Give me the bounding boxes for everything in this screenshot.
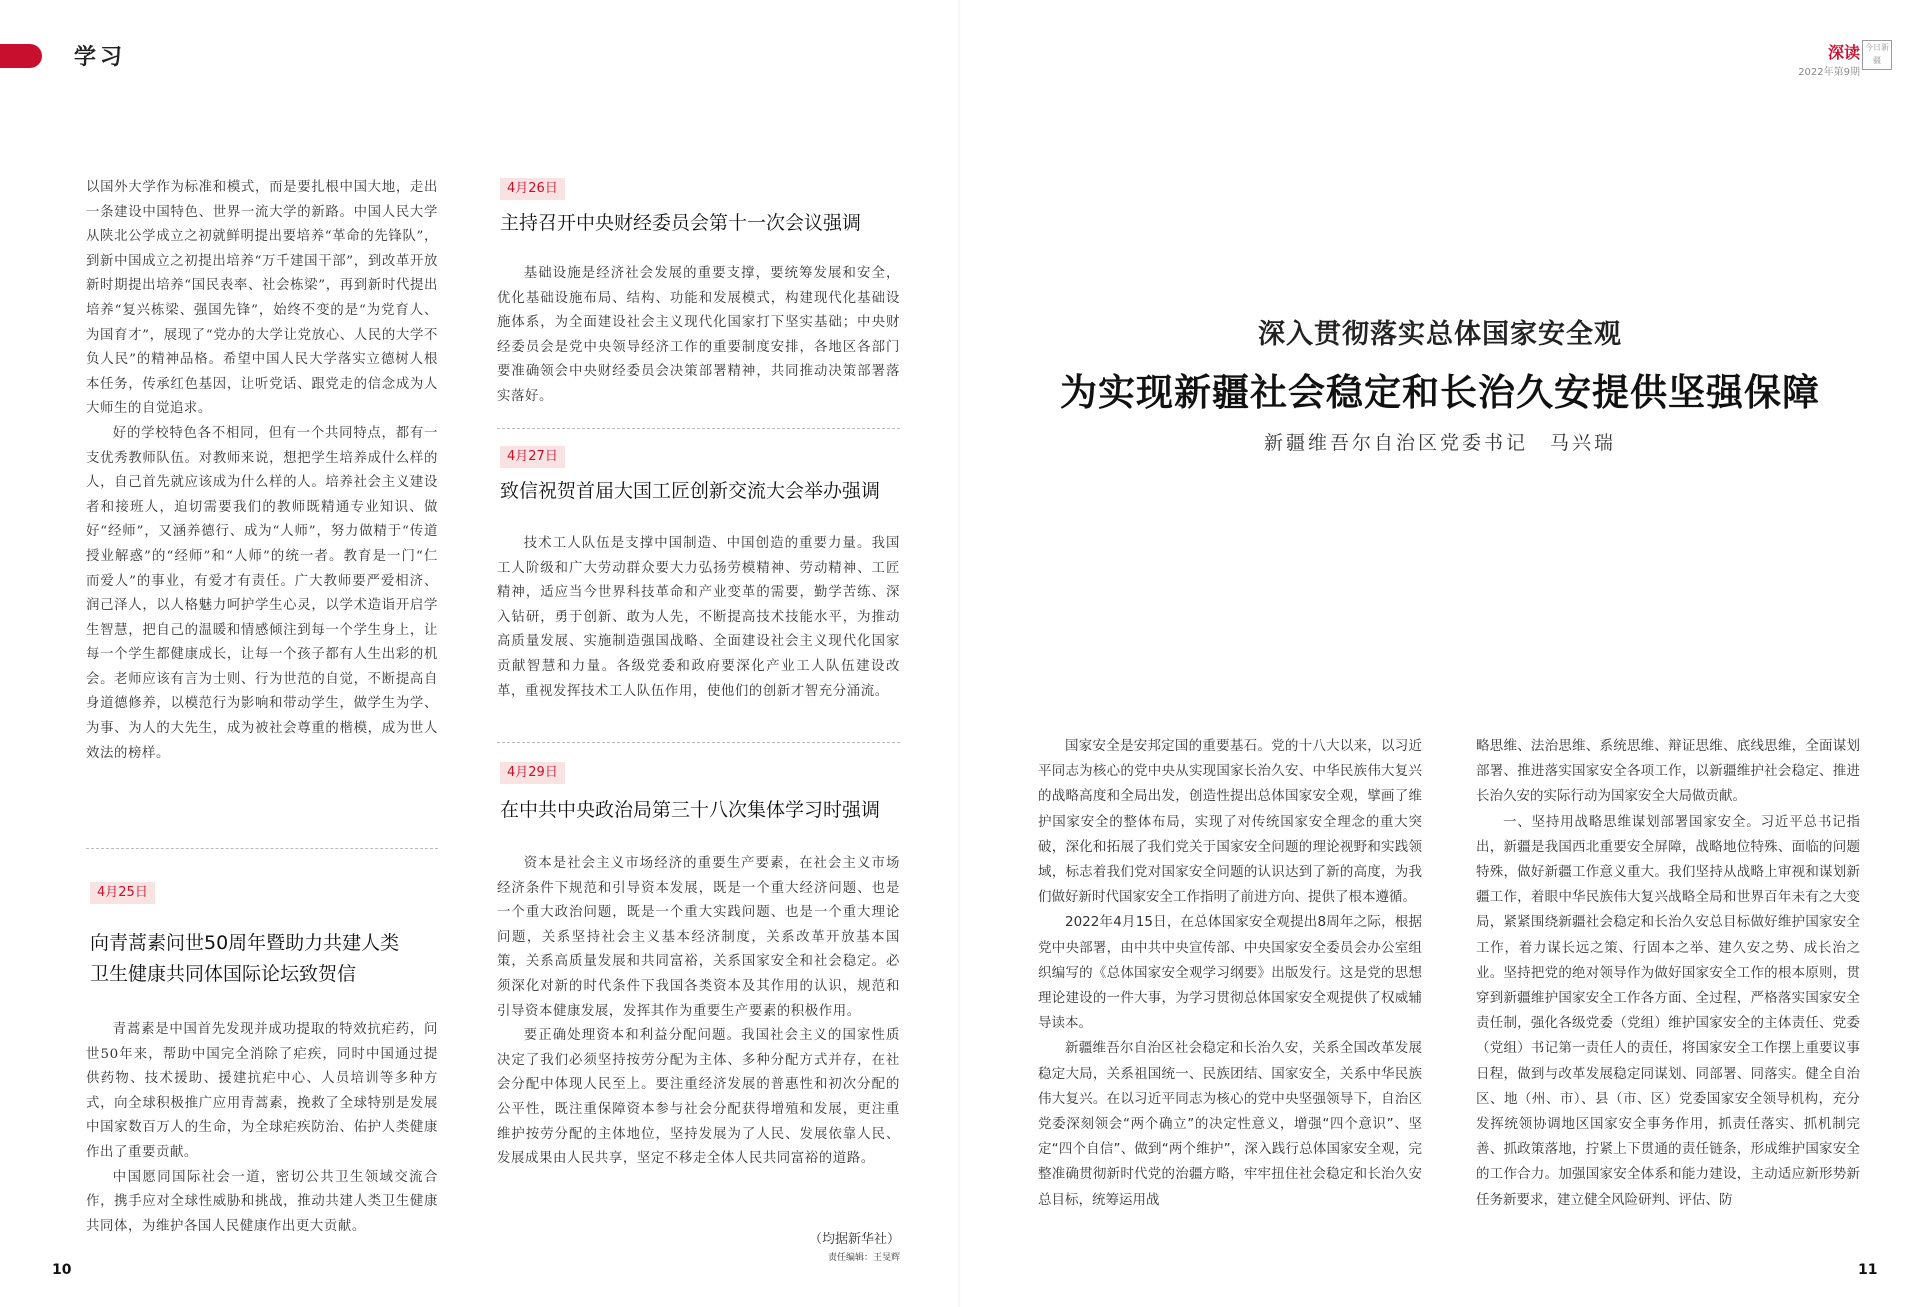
section-tab xyxy=(0,44,42,68)
page-gutter xyxy=(958,0,962,1307)
paragraph: 2022年4月15日，在总体国家安全观提出8周年之际，根据党中央部署，由中共中央宣传部、中央国家安全委员会办公室组织编写的《总体国家安全观学习纲要》出版发行。这是党的思想理论建设的一件大事，为学习贯彻总体国家安全观提供了权威辅导读本。 xyxy=(1038,914,1422,1032)
page-number-right: 11 xyxy=(1858,1262,1878,1278)
headline-apr29: 在中共中央政治局第三十八次集体学习时强调 xyxy=(500,799,881,821)
paragraph: 资本是社会主义市场经济的重要生产要素，在社会主义市场经济条件下规范和引导资本发展，既是一个重大经济问题、也是一个重大政治问题，既是一个重大实践问题、也是一个重大理论问题，关系坚持社会主义基本经济制度，关系改革开放基本国策，关系高质量发展和共同富裕，关系国家安全和社会稳定。必须深化对新的时代条件下我国各类资本及其作用的认识，规范和引导资本健康发展，发挥其作为重要生产要素的积极作用。 xyxy=(497,856,900,1019)
paragraph: 以国外大学作为标准和模式，而是要扎根中国大地，走出一条建设中国特色、世界一流大学的新路。中国人民大学从陕北公学成立之初就鲜明提出要培养“革命的先锋队”，到新中国成立之初提出培养“万千建国干部”，到改革开放新时期提出培养“国民表率、社会栋梁”，再到新时代提出培养“复兴栋梁、强国先锋”，始终不变的是“为党育人、为国育才”，展现了“党办的大学让党放心、人民的大学不负人民”的精神品格。希望中国人民大学落实立德树人根本任务，传承红色基因，让听党话、跟党走的信念成为人大师生的自觉追求。 xyxy=(86,180,438,417)
body-apr26 xyxy=(497,262,900,410)
paragraph: 新疆维吾尔自治区社会稳定和长治久安，关系全国改革发展稳定大局，关系祖国统一、民族团结、国家安全，关系中华民族伟大复兴。在以习近平同志为核心的党中央坚强领导下，自治区党委深刻领会“两个确立”的决定性意义，增强“四个意识”、坚定“四个自信”、做到“两个维护”，深入践行总体国家安全观，完整准确贯彻新时代党的治疆方略，牢牢扭住社会稳定和长治久安总目标，统筹运用战 xyxy=(1038,1040,1422,1208)
article-kicker: 深入贯彻落实总体国家安全观 xyxy=(1258,319,1622,350)
magazine-masthead xyxy=(1798,40,1860,78)
headline-apr25 xyxy=(90,928,450,990)
article-column-2 xyxy=(1476,734,1860,1213)
paragraph: 技术工人队伍是支撑中国制造、中国创造的重要力量。我国工人阶级和广大劳动群众要大力弘扬劳模精神、劳动精神、工匠精神，适应当今世界科技革命和产业变革的需要，勤学苦练、深入钻研，勇于创新、敢为人先，不断提高技术技能水平，为推动高质量发展、实施制造强国战略、全面建设社会主义现代化国家贡献智慧和力量。各级党委和政府要深化产业工人队伍建设改革，重视发挥技术工人队伍作用，使他们的创新才智充分涌流。 xyxy=(497,536,900,699)
editor-credit: 责任编辑：王旻辉 xyxy=(827,1253,900,1263)
divider xyxy=(497,428,900,429)
date-badge-apr29: 4月29日 xyxy=(500,762,565,784)
left-column-1 xyxy=(86,176,438,766)
page-number-left: 10 xyxy=(52,1262,72,1278)
magazine-name: 深读 xyxy=(1827,43,1860,62)
paragraph: 基础设施是经济社会发展的重要支撑，要统筹发展和安全，优化基础设施布局、结构、功能和发展模式，构建现代化基础设施体系，为全面建设社会主义现代化国家打下坚实基础；中央财经委员会是党中央领导经济工作的重要制度安排，各地区各部门要准确领会中央财经委员会决策部署精神，共同推动决策部署落实落好。 xyxy=(497,266,900,404)
date-badge-apr27: 4月27日 xyxy=(500,446,565,468)
paragraph: 一、坚持用战略思维谋划部署国家安全。习近平总书记指出，新疆是我国西北重要安全屏障，战略地位特殊、面临的问题特殊，做好新疆工作意义重大。我们坚持从战略上审视和谋划新疆工作，着眼中华民族伟大复兴战略全局和世界百年未有之大变局，紧紧围绕新疆社会稳定和长治久安总目标做好维护国家安全工作，着力谋长远之策、行固本之举、建久安之势、成长治之业。坚持把党的绝对领导作为做好国家安全工作的根本原则，贯穿到新疆维护国家安全工作各方面、全过程，严格落实国家安全责任制，强化各级党委（党组）维护国家安全的主体责任、党委（党组）书记第一责任人的责任，将国家安全工作摆上重要议事日程，做到与改革发展稳定同谋划、同部署、同落实。健全自治区、地（州、市）、县（市、区）党委国家安全领导机构，充分发挥统领协调地区国家安全事务作用，抓责任落实、抓机制完善、抓政策落地，拧紧上下贯通的责任链条，形成维护国家安全的工作合力。加强国家安全体系和能力建设，主动适应新形势新任务新要求，建立健全风险研判、评估、防 xyxy=(1476,813,1860,1208)
body-apr25 xyxy=(86,1018,438,1239)
issue-number: 2022年第9期 xyxy=(1798,67,1860,78)
article-title: 为实现新疆社会稳定和长治久安提供坚强保障 xyxy=(1060,371,1820,414)
body-apr29 xyxy=(497,852,900,1172)
magazine-logo: 今日新疆 xyxy=(1862,40,1892,70)
divider xyxy=(86,848,438,849)
divider xyxy=(497,742,900,743)
paragraph: 略思维、法治思维、系统思维、辩证思维、底线思维，全面谋划部署、推进落实国家安全各项工作，以新疆维护社会稳定、推进长治久安的实际行动为国家安全大局做贡献。 xyxy=(1476,738,1860,805)
headline-line: 卫生健康共同体国际论坛致贺信 xyxy=(90,963,357,985)
headline-apr26: 主持召开中央财经委员会第十一次会议强调 xyxy=(500,212,862,234)
paragraph: 国家安全是安邦定国的重要基石。党的十八大以来，以习近平同志为核心的党中央从实现国家长治久安、中华民族伟大复兴的战略高度和全局出发，创造性提出总体国家安全观，擘画了维护国家安全的整体布局，实现了对传统国家安全理念的重大突破，深化和拓展了我们党关于国家安全问题的理论视野和实践领域，标志着我们党对国家安全问题的认识达到了新的高度，为我们做好新时代国家安全工作指明了前进方向、提供了根本遵循。 xyxy=(1038,738,1422,906)
paragraph: 要正确处理资本和利益分配问题。我国社会主义的国家性质决定了我们必须坚持按劳分配为主体、多种分配方式并存，在社会分配中体现人民至上。要注重经济发展的普惠性和初次分配的公平性，既注重保障资本参与社会分配获得增殖和发展，更注重维护按劳分配的主体地位，坚持发展为了人民、发展依靠人民、发展成果由人民共享，坚定不移走全体人民共同富裕的道路。 xyxy=(497,1028,900,1167)
body-apr27 xyxy=(497,532,900,704)
paragraph: 中国愿同国际社会一道，密切公共卫生领域交流合作，携手应对全球性威胁和挑战，推动共建人类卫生健康共同体，为维护各国人民健康作出更大贡献。 xyxy=(86,1169,438,1234)
section-title: 学习 xyxy=(74,45,127,70)
date-badge-apr26: 4月26日 xyxy=(500,178,565,200)
headline-apr27: 致信祝贺首届大国工匠创新交流大会举办强调 xyxy=(500,480,881,502)
article-column-1 xyxy=(1038,734,1422,1213)
article-byline: 新疆维吾尔自治区党委书记 马兴瑞 xyxy=(1263,432,1616,454)
paragraph: 好的学校特色各不相同，但有一个共同特点，都有一支优秀教师队伍。对教师来说，想把学生培养成什么样的人，自己首先就应该成为什么样的人。培养社会主义建设者和接班人，迫切需要我们的教师既精通专业知识、做好“经师”，又涵养德行、成为“人师”，努力做精于“传道授业解惑”的“经师”和“人师”的统一者。教育是一门“仁而爱人”的事业，有爱才有责任。广大教师要严爱相济、润己泽人，以人格魅力呵护学生心灵，以学术造诣开启学生智慧，把自己的温暖和情感倾注到每一个学生身上，让每一个学生都健康成长，让每一个孩子都有人生出彩的机会。老师应该有言为士则、行为世范的自觉，不断提高自身道德修养，以模范行为影响和带动学生，做学生为学、为事、为人的大先生，成为被社会尊重的楷模，成为世人效法的榜样。 xyxy=(86,425,438,761)
paragraph: 青蒿素是中国首先发现并成功提取的特效抗疟药，问世50年来，帮助中国完全消除了疟疾，同时中国通过提供药物、技术援助、援建抗疟中心、人员培训等多种方式，向全球积极推广应用青蒿素，挽救了全球特别是发展中国家数百万人的生命，为全球疟疾防治、佑护人类健康作出了重要贡献。 xyxy=(86,1022,438,1160)
date-badge-apr25: 4月25日 xyxy=(90,882,155,904)
headline-line: 向青蒿素问世50周年暨助力共建人类 xyxy=(90,932,400,954)
source-note: （均据新华社） xyxy=(808,1232,900,1247)
